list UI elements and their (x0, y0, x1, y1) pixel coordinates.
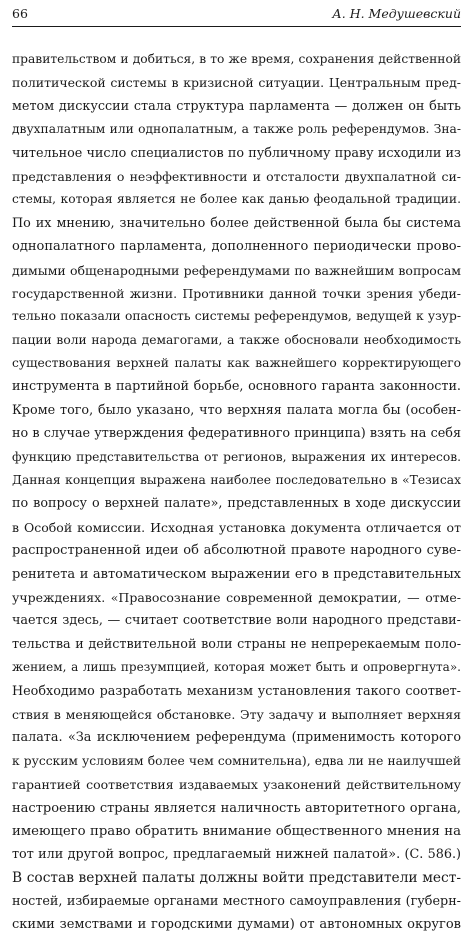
text-line: метом дискуссии стала структура парламента — должен он быть (12, 98, 461, 114)
text-line: настроению страны является наличность авторитетного органа, (12, 800, 461, 816)
text-line: политической системы в кризисной ситуации. Центральным пред- (12, 75, 461, 91)
text-line: по вопросу о верхней палате», представленных в ходе дискуссии (12, 496, 461, 512)
text-line: государственной жизни. Противники данной точки зрения убеди- (12, 285, 461, 301)
text-line: однопалатного парламента, дополненного периодически прово- (12, 239, 461, 255)
text-line: тот или другой вопрос, предлагаемый нижней палатой». (С. 586.) (12, 847, 461, 863)
text-line: учреждениях. «Правосознание современной демократии, — отме- (12, 589, 461, 605)
text-line: имеющего право обратить внимание общественного мнения на (12, 823, 461, 839)
text-line: димыми общенародными референдумами по важнейшим вопросам (12, 262, 461, 278)
text-line: существования верхней палаты как важнейшего корректирующего (12, 356, 461, 371)
text-line: В состав верхней палаты должны войти представители мест- (12, 869, 461, 886)
book-page (12, 4, 461, 933)
page-number: 66 (12, 6, 28, 21)
text-line: Необходимо разработать механизм установления такого соответ- (12, 683, 461, 699)
text-line: Кроме того, было указано, что верхняя палата могла бы (особен- (12, 402, 461, 418)
text-line: правительством и добиться, в то же время, сохранения действенной (12, 52, 461, 66)
text-line: тельно показали опасность системы референдумов, ведущей к узур- (12, 309, 461, 324)
text-line: инструмента в партийной борьбе, основного гаранта законности. (12, 379, 461, 395)
text-line: но в случае утверждения федеративного принципа) взять на себя (12, 426, 461, 442)
text-line: палата. «За исключением референдума (применимость которого (12, 730, 461, 746)
running-head (12, 4, 461, 27)
text-line: ствия в меняющейся обстановке. Эту задачу и выполняет верхняя (12, 706, 461, 722)
text-line: распространенной идеи об абсолютной правоте народного суве- (12, 543, 461, 559)
body-text (12, 48, 461, 937)
text-line: к русским условиям более чем сомнительна), едва ли не наилучшей (12, 753, 461, 768)
text-line: По их мнению, значительно более действенной была бы система (12, 215, 461, 231)
running-title-author: А. Н. Медушевский (332, 6, 461, 21)
text-line: тельства и действительной воли страны не непререкаемым поло- (12, 636, 461, 652)
text-line: жением, а лишь презумпцией, которая может быть и опровергнута». (12, 660, 461, 675)
text-line: Данная концепция выражена наиболее последовательно в «Тезисах (12, 473, 461, 488)
text-line: ренитета и автоматическом выражении его в представительных (12, 566, 461, 582)
text-line: ностей, избираемые органами местного самоуправления (губерн- (12, 894, 461, 910)
text-line: функцию представительства от регионов, выражения их интересов. (12, 449, 461, 464)
text-line: чительное число специалистов по публичному праву исходили из (12, 145, 461, 161)
text-line: гарантией соответствия издаваемых узаконений действительному (12, 777, 461, 793)
text-line: пации воли народа демагогами, а также обосновали необходимость (12, 332, 461, 347)
text-line: представления о неэффективности и отсталости двухпалатной си- (12, 168, 461, 184)
text-line: стемы, которая является не более как данью феодальной традиции. (12, 192, 461, 207)
text-line: чается здесь, — считает соответствие воли народного представи- (12, 613, 461, 629)
text-line: скими земствами и городскими думами) от автономных округов (12, 917, 461, 933)
text-line: в Особой комиссии. Исходная установка документа отличается от (12, 519, 461, 535)
text-line: двухпалатным или однопалатным, а также роль референдумов. Зна- (12, 122, 461, 137)
